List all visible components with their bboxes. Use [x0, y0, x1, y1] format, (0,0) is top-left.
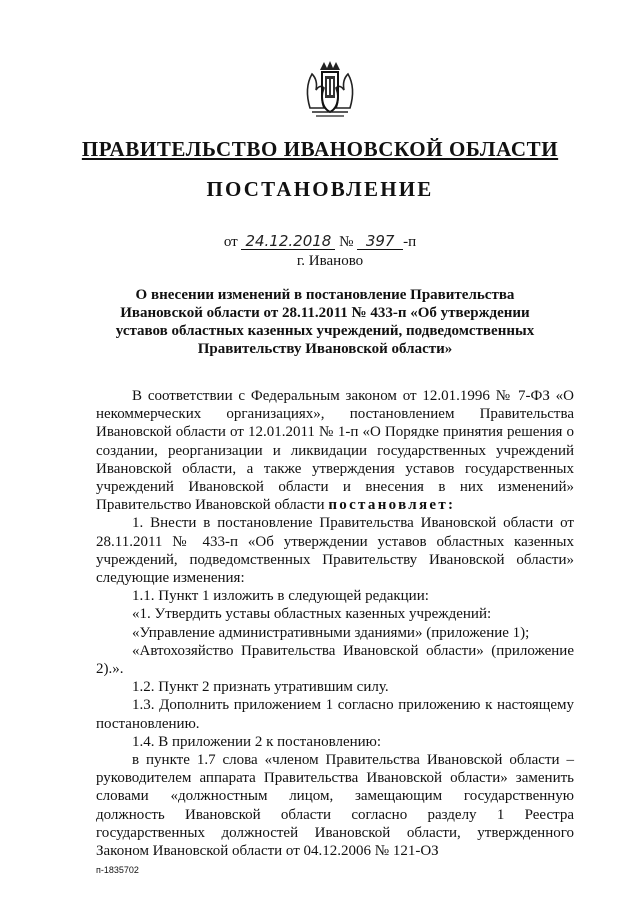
paragraph-1-4: 1.4. В приложении 2 к постановлению:: [132, 733, 382, 750]
paragraph-1-3: 1.3. Дополнить приложением 1 согласно приложению к настоящему постановлению.: [96, 697, 574, 732]
date-prefix: от: [223, 234, 238, 250]
paragraph-1-1: 1.1. Пункт 1 изложить в следующей редакции:: [132, 588, 429, 605]
date-value: 24.12.2018: [241, 233, 335, 250]
preamble-text: В соответствии с Федеральным законом от 12.01.1996 № 7-ФЗ «О некоммерческих организациях», постановлением Правительства Ивановской области от 12.01.2011 № 1-п «О Порядке принятия решения о создании, реорганизации и ликвидации государственных учреждений Ивановской области, а также утверждения уставов государственных учреждений Ивановской области и внесения в них изменений» Правительство Ивановской области: [96, 388, 574, 514]
city: г. Иваново: [296, 253, 364, 269]
coat-of-arms-icon: [298, 58, 362, 122]
quote-line-2: «Управление административными зданиями» (приложение 1);: [132, 624, 530, 641]
quote-line-3: «Автохозяйство Правительства Ивановской области» (приложение 2).».: [96, 642, 574, 678]
government-title: ПРАВИТЕЛЬСТВО ИВАНОВСКОЙ ОБЛАСТИ: [81, 137, 559, 161]
number-value: 397: [357, 233, 403, 250]
subject-title: О внесении изменений в постановление Правительства Ивановской области от 28.11.2011 № 433-п «Об утверждении уставов областных казенных учреждений, подведомственных Правительству Ивановской области»: [115, 287, 535, 357]
number-sign: №: [339, 234, 354, 250]
document-body: [96, 387, 574, 860]
paragraph-1-4-text: в пункте 1.7 слова «членом Правительства Ивановской области – руководителем аппарата Правительства Ивановской области» заменить словами «должностным лицом, замещающим государственную должность Ивановской области согласно разделу 1 Реестра государственных должностей Ивановской области, утвержденного Законом Ивановской области от 04.12.2006 № 121-ОЗ: [96, 752, 574, 860]
document-type: ПОСТАНОВЛЕНИЕ: [206, 177, 434, 201]
paragraph-1-2: 1.2. Пункт 2 признать утратившим силу.: [132, 679, 389, 696]
quote-line-1: «1. Утвердить уставы областных казенных учреждений:: [132, 606, 492, 623]
number-suffix: -п: [403, 234, 417, 250]
document-code: п-1835702: [96, 865, 139, 875]
date-number-line: [0, 233, 640, 251]
preamble-paragraph: [96, 387, 574, 514]
paragraph-1: 1. Внести в постановление Правительства Ивановской области от 28.11.2011 № 433-п «Об утверждении уставов областных казенных учреждений, подведомственных Правительству Ивановской области» следующие изменения:: [96, 515, 574, 587]
resolves-word: постановляет:: [328, 497, 456, 514]
